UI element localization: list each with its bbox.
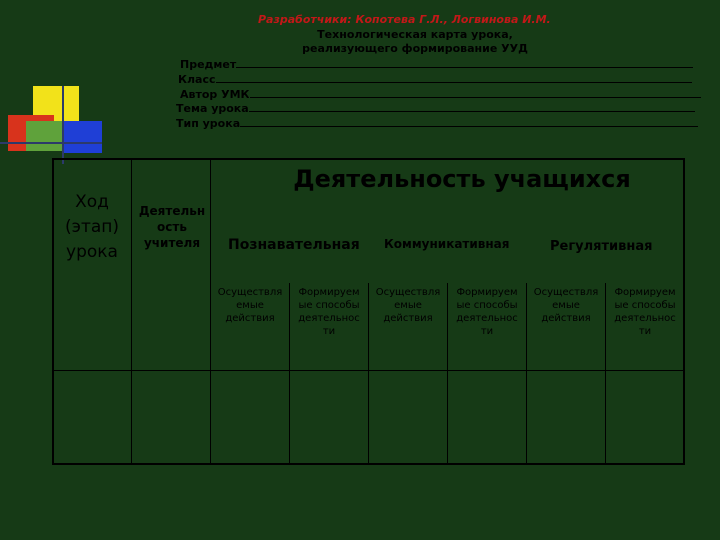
- teacher-header-line-2: ость: [157, 220, 187, 234]
- sub-text: емые: [552, 300, 580, 311]
- decor-horizontal-line: [0, 142, 102, 144]
- category-regulatory: Регулятивная: [550, 239, 653, 254]
- field-author-line: [250, 97, 701, 98]
- grid-col-3: [289, 283, 290, 465]
- teacher-activity-header: [132, 203, 212, 251]
- field-subject-line: [236, 67, 693, 68]
- field-topic-label: Тема урока: [176, 102, 249, 115]
- field-class: [178, 73, 692, 86]
- subheader-cognitive-actions: [212, 286, 288, 325]
- grid-col-7: [605, 283, 606, 465]
- field-topic: [176, 102, 695, 115]
- subheader-communicative-actions: [370, 286, 446, 325]
- subheader-communicative-methods: [449, 286, 525, 338]
- field-type-line: [240, 126, 698, 127]
- stage-header-line-2: (этап): [64, 217, 120, 237]
- sub-text: ти: [638, 326, 652, 337]
- sub-text: деятельнос: [614, 313, 676, 324]
- sub-text: Формируем: [456, 287, 518, 298]
- sub-text: ые способы: [614, 300, 676, 311]
- sub-text: деятельнос: [298, 313, 360, 324]
- grid-row-line: [52, 370, 685, 371]
- sub-text: емые: [394, 300, 422, 311]
- sub-text: Формируем: [298, 287, 360, 298]
- teacher-header-line-3: учителя: [143, 236, 201, 250]
- grid-col-6: [526, 283, 527, 465]
- students-activity-header: Деятельность учащихся: [293, 165, 631, 193]
- stage-header-line-3: урока: [66, 242, 118, 262]
- sub-text: ые способы: [298, 300, 360, 311]
- field-subject-label: Предмет: [180, 58, 237, 71]
- field-topic-line: [249, 111, 695, 112]
- field-subject: [180, 58, 693, 71]
- grid-col-4: [368, 283, 369, 465]
- sub-text: деятельнос: [456, 313, 518, 324]
- sub-text: Осуществля: [375, 287, 441, 298]
- sub-text: емые: [236, 300, 264, 311]
- teacher-header-line-1: Деятельн: [138, 204, 206, 218]
- stage-header-line-1: Ход: [75, 192, 109, 212]
- sub-text: действия: [383, 313, 433, 324]
- decor-green-square: [26, 121, 62, 151]
- field-type: [176, 117, 698, 130]
- field-class-line: [216, 82, 692, 83]
- stage-header: [58, 190, 126, 265]
- sub-text: ти: [322, 326, 336, 337]
- sub-text: действия: [541, 313, 591, 324]
- sub-text: Осуществля: [533, 287, 599, 298]
- category-cognitive: Познавательная: [228, 237, 360, 253]
- sub-text: действия: [225, 313, 275, 324]
- card-title: [290, 28, 540, 56]
- field-class-label: Класс: [178, 73, 216, 86]
- field-author-label: Автор УМК: [180, 88, 250, 101]
- subheader-regulatory-actions: [528, 286, 604, 325]
- grid-col-5: [447, 283, 448, 465]
- subheader-cognitive-methods: [291, 286, 367, 338]
- sub-text: ые способы: [456, 300, 518, 311]
- sub-text: Осуществля: [217, 287, 283, 298]
- card-title-line-2: реализующего формирование УУД: [302, 42, 528, 55]
- field-type-label: Тип урока: [176, 117, 241, 130]
- category-communicative: Коммуникативная: [384, 237, 510, 251]
- sub-text: ти: [480, 326, 494, 337]
- sub-text: Формируем: [614, 287, 676, 298]
- decor-vertical-line: [62, 86, 64, 164]
- authors-line: Разработчики: Копотева Г.Л., Логвинова И.М.: [258, 13, 551, 26]
- card-title-line-1: Технологическая карта урока,: [317, 28, 513, 41]
- field-author: [180, 88, 701, 101]
- decor-blue-square: [62, 121, 102, 153]
- subheader-regulatory-methods: [607, 286, 683, 338]
